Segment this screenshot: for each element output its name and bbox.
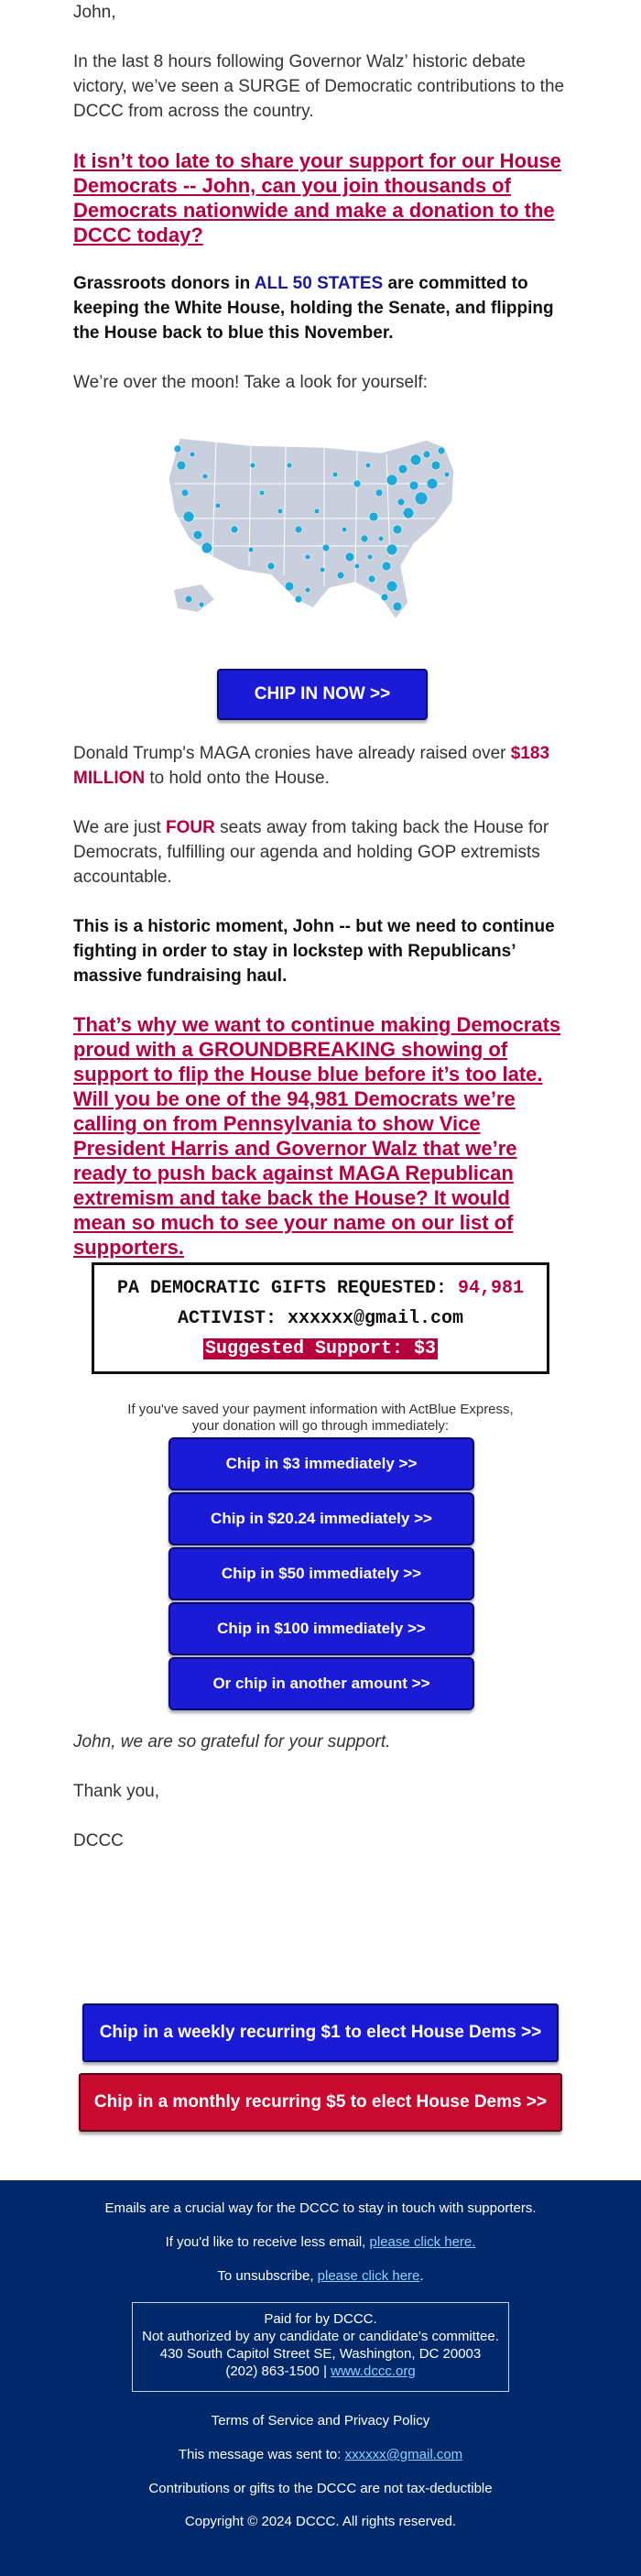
donation-dot bbox=[381, 594, 388, 601]
intro-paragraph: In the last 8 hours following Governor Walz’ historic debate victory, we’ve seen a SURGE of Democratic contributions to the DCCC from across the country. bbox=[73, 52, 565, 121]
tax-deductible-note: Contributions or gifts to the DCCC are not tax-deductible bbox=[148, 2481, 493, 2496]
donation-dot bbox=[378, 536, 384, 541]
grassroots-text-c: are committed to keeping the White House, holding the Senate, and flipping the House back to blue this November. bbox=[73, 274, 554, 343]
183-million: $183 MILLION bbox=[73, 744, 550, 788]
donation-dot bbox=[199, 602, 204, 607]
donation-dot bbox=[215, 503, 221, 508]
unsubscribe-line bbox=[0, 2268, 641, 2284]
donation-dot bbox=[353, 480, 361, 487]
phone-website-line bbox=[133, 2363, 508, 2380]
copyright: Copyright © 2024 DCCC. All rights reserved. bbox=[184, 2514, 457, 2529]
donation-dot bbox=[444, 472, 450, 477]
footer-contact-note: Emails are a crucial way for the DCCC to stay in touch with supporters. bbox=[104, 2200, 537, 2216]
grassroots-paragraph bbox=[73, 271, 568, 345]
trump-paragraph bbox=[73, 741, 568, 791]
less-email-link[interactable]: please click here. bbox=[369, 2234, 476, 2250]
donation-dot bbox=[201, 542, 212, 553]
donation-dot bbox=[415, 492, 428, 505]
donation-dot bbox=[386, 581, 397, 592]
paid-for-line: Paid for by DCCC. bbox=[264, 2311, 377, 2327]
donation-dot bbox=[367, 554, 373, 560]
moon-paragraph: We’re over the moon! Take a look for yourself: bbox=[73, 373, 428, 392]
donation-dot bbox=[410, 454, 421, 465]
us-map-donations-image bbox=[161, 429, 480, 628]
donation-dot bbox=[183, 511, 194, 522]
less-email-text: If you'd like to receive less email, bbox=[165, 2234, 370, 2250]
grassroots-text-a: Grassroots donors in bbox=[73, 274, 255, 293]
email-footer bbox=[0, 2180, 641, 2576]
groundbreaking-link[interactable]: That’s why we want to continue making Democrats proud with a GROUNDBREAKING showing of support to flip the House blue before it’s too late. Will you be one of the 94,981 Democrats we’re calling on from Pennsylvania to show Vice President Harris and Governor Walz that we’re ready to push back against MAGA Republican extremism and take back the House? It would mean so much to see your name on our list of supporters. bbox=[73, 1013, 561, 1259]
donation-dot bbox=[427, 478, 438, 489]
thank-you-line: Thank you, bbox=[73, 1782, 159, 1801]
donation-dot bbox=[375, 489, 383, 497]
donation-dot bbox=[365, 463, 371, 468]
express-note-line-1: If you've saved your payment information with ActBlue Express, bbox=[127, 1402, 514, 1417]
donation-dot bbox=[314, 508, 320, 514]
donation-dot bbox=[181, 489, 189, 497]
suggested-support-line bbox=[94, 1338, 547, 1359]
donation-dot bbox=[287, 463, 292, 468]
gifts-requested-box bbox=[92, 1262, 549, 1374]
chip-in-now-button[interactable]: CHIP IN NOW >> bbox=[217, 669, 428, 720]
dccc-website-link[interactable]: www.dccc.org bbox=[331, 2363, 416, 2379]
donation-dot bbox=[305, 587, 310, 593]
chip-in-20-24-button[interactable]: Chip in $20.24 immediately >> bbox=[168, 1492, 474, 1545]
donation-dot bbox=[431, 461, 440, 470]
terms-privacy-link[interactable]: Terms of Service and Privacy Policy bbox=[211, 2413, 430, 2429]
chip-in-50-button[interactable]: Chip in $50 immediately >> bbox=[168, 1547, 474, 1600]
donation-dot bbox=[403, 508, 414, 518]
donation-dot bbox=[185, 595, 192, 603]
donation-dot bbox=[386, 544, 397, 555]
donation-dot bbox=[202, 474, 208, 479]
not-authorized-line: Not authorized by any candidate or candidate's committee. bbox=[142, 2329, 499, 2344]
chip-in-3-button[interactable]: Chip in $3 immediately >> bbox=[168, 1437, 474, 1490]
donation-dot bbox=[393, 525, 402, 534]
weekly-recurring-button[interactable]: Chip in a weekly recurring $1 to elect House Dems >> bbox=[82, 2003, 559, 2062]
donation-dot bbox=[386, 475, 397, 486]
four-emphasis: FOUR bbox=[166, 818, 215, 837]
suggested-support: Suggested Support: $3 bbox=[204, 1338, 437, 1359]
express-note-line-2: your donation will go through immediately: bbox=[191, 1418, 450, 1434]
donation-dot bbox=[285, 582, 294, 591]
grateful-line: John, we are so grateful for your support. bbox=[73, 1732, 391, 1752]
all-50-states: ALL 50 STATES bbox=[254, 274, 384, 293]
historic-paragraph: This is a historic moment, John -- but we need to continue fighting in order to stay in lockstep with Republicans’ massive fundraising haul. bbox=[73, 917, 555, 986]
trump-text-c: to hold onto the House. bbox=[145, 769, 330, 788]
donation-dot bbox=[231, 526, 238, 533]
donation-dot bbox=[190, 452, 195, 457]
gifts-requested-line bbox=[94, 1278, 547, 1299]
donation-dot bbox=[267, 562, 275, 570]
four-text-a: We are just bbox=[73, 818, 167, 837]
donation-dot bbox=[320, 567, 325, 573]
donation-dot bbox=[259, 490, 265, 496]
donation-dot bbox=[423, 451, 430, 458]
donation-dot bbox=[354, 563, 360, 569]
donation-dot bbox=[345, 552, 354, 562]
donation-dot bbox=[369, 512, 378, 521]
sent-to-text: This message was sent to: bbox=[178, 2447, 345, 2462]
donation-dot bbox=[250, 463, 255, 468]
donation-dot bbox=[361, 535, 368, 542]
donation-dot bbox=[382, 562, 391, 571]
donation-dot bbox=[409, 481, 418, 490]
share-support-link[interactable]: It isn’t too late to share your support for our House Democrats -- John, can you join thousands of Democrats nationwide and make a donation to the DCCC today? bbox=[73, 149, 561, 246]
donation-dot bbox=[397, 498, 405, 506]
trump-text-a: Donald Trump's MAGA cronies have already raised over bbox=[73, 744, 511, 763]
four-text-c: seats away from taking back the House for Democrats, fulfilling our agenda and holding GOP extremists accountable. bbox=[73, 818, 549, 887]
donation-dot bbox=[322, 544, 330, 551]
monthly-recurring-button[interactable]: Chip in a monthly recurring $5 to elect House Dems >> bbox=[79, 2073, 562, 2132]
donation-dot bbox=[174, 445, 181, 453]
donation-dot bbox=[393, 602, 402, 611]
donation-dot bbox=[277, 508, 283, 514]
donation-dot bbox=[398, 464, 407, 474]
chip-in-other-button[interactable]: Or chip in another amount >> bbox=[168, 1657, 474, 1710]
donation-dot bbox=[248, 547, 254, 552]
unsubscribe-link[interactable]: please click here bbox=[317, 2268, 420, 2284]
address-line: 430 South Capitol Street SE, Washington, DC 20003 bbox=[159, 2346, 482, 2362]
activist-line: ACTIVIST: xxxxxx@gmail.com bbox=[177, 1308, 464, 1329]
phone-number: (202) 863-1500 | bbox=[225, 2363, 331, 2379]
four-seats-paragraph bbox=[73, 815, 568, 890]
donation-dot bbox=[295, 595, 302, 603]
actblue-express-note bbox=[0, 1402, 641, 1435]
sent-to-email-link[interactable]: xxxxxx@gmail.com bbox=[344, 2447, 463, 2462]
donation-dot bbox=[305, 554, 310, 560]
donation-dot bbox=[332, 472, 338, 477]
donation-dot bbox=[438, 447, 445, 454]
less-email-line bbox=[0, 2234, 641, 2250]
sent-to-line bbox=[0, 2447, 641, 2462]
donation-dot bbox=[342, 527, 347, 532]
paid-for-box bbox=[132, 2302, 509, 2392]
donation-dot bbox=[368, 575, 375, 583]
unsubscribe-period: . bbox=[419, 2268, 424, 2284]
donation-dot bbox=[193, 530, 202, 540]
greeting: John, bbox=[73, 3, 116, 22]
gifts-requested-label: PA DEMOCRATIC GIFTS REQUESTED: bbox=[116, 1278, 459, 1299]
donation-dot bbox=[295, 526, 302, 533]
signature: DCCC bbox=[73, 1831, 124, 1850]
gifts-requested-number: 94,981 bbox=[458, 1278, 525, 1299]
donation-dot bbox=[337, 572, 344, 579]
chip-in-100-button[interactable]: Chip in $100 immediately >> bbox=[168, 1602, 474, 1655]
unsubscribe-text: To unsubscribe, bbox=[217, 2268, 318, 2284]
donation-dot bbox=[177, 461, 186, 470]
